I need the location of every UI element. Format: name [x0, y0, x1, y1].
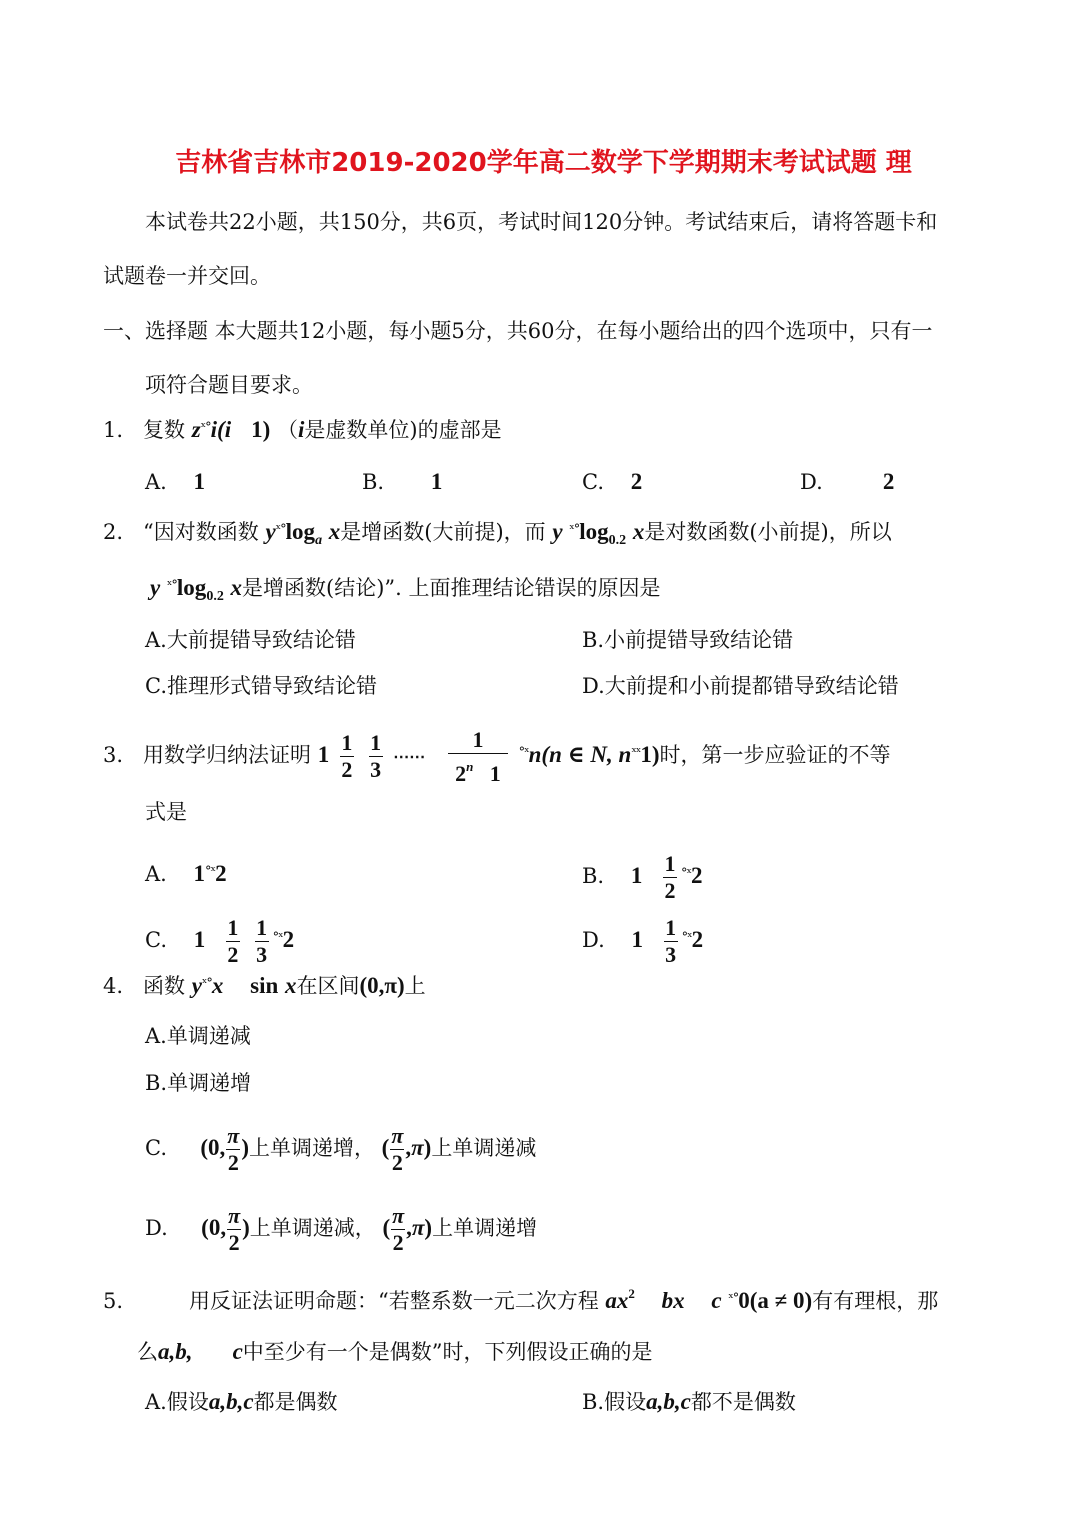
- option-text: 单调递增: [167, 1071, 252, 1095]
- option-label: B.: [582, 864, 605, 888]
- question-text-post: 上: [404, 974, 426, 998]
- option-text: 上单调递减: [431, 1136, 537, 1160]
- option-text: 单调递减: [166, 1024, 251, 1048]
- math-x: x: [632, 519, 645, 544]
- option-text: 大前提和小前提都错导致结论错: [604, 674, 899, 698]
- glyph-artifact: °ˣ: [205, 864, 216, 879]
- option-text: 都是偶数: [253, 1390, 338, 1414]
- option-c[interactable]: [145, 910, 294, 968]
- question-text-post: 是增函数(结论)”. 上面推理结论错误的原因是: [242, 576, 661, 600]
- option-label: B.: [582, 1390, 605, 1414]
- question-text-post: 是虚数单位)的虚部是: [304, 418, 502, 442]
- option-label: C.: [145, 1136, 167, 1160]
- math-base: a: [315, 533, 323, 548]
- math-x: x: [230, 575, 242, 600]
- option-c[interactable]: [145, 676, 377, 697]
- section-header-line-2: 项符合题目要求。: [145, 373, 313, 397]
- question-text: 用数学归纳法证明: [143, 743, 311, 767]
- math-expr-2: 1): [251, 417, 271, 442]
- option-label: D.: [800, 470, 823, 494]
- glyph-artifact: ˣ°: [166, 578, 177, 593]
- option-label: D.: [582, 928, 605, 952]
- option-a[interactable]: [145, 1390, 338, 1413]
- math-log: log: [176, 575, 207, 600]
- question-text-mid: 在区间: [296, 974, 360, 998]
- option-a[interactable]: [145, 1026, 251, 1047]
- question-3: [103, 724, 891, 786]
- question-5: [103, 1287, 938, 1312]
- math-condition: n(n ∈ N, n: [528, 742, 632, 767]
- option-value: 1: [193, 469, 206, 494]
- option-d[interactable]: D. (0, $\frac{\pi}{2}$ )上单调递减， ( $\frac{\pi}{2}$ ,π)上单调递增: [145, 1203, 538, 1255]
- option-b[interactable]: [582, 630, 793, 651]
- option-label: B.: [362, 470, 385, 494]
- intro-line-2: 试题卷一并交回。: [103, 264, 271, 288]
- question-number: 1.: [103, 418, 124, 442]
- fraction-third: $\frac{1}{3}$: [665, 915, 677, 967]
- math-y: y: [552, 519, 563, 544]
- math-log: log: [285, 519, 316, 544]
- glyph-artifact: ˣ°: [275, 522, 286, 537]
- question-2: [103, 520, 892, 548]
- glyph-artifact: ˣ°: [728, 1291, 739, 1306]
- question-text-mid-2: 是对数函数(小前提)，所以: [644, 520, 892, 544]
- option-b[interactable]: [582, 846, 703, 904]
- question-text-mid: 是增函数(大前提)，而: [340, 520, 546, 544]
- math-log: log: [579, 519, 609, 544]
- option-value: 2: [882, 469, 895, 494]
- option-c[interactable]: [582, 470, 642, 493]
- question-number: 5.: [103, 1289, 124, 1313]
- fraction-third: $\frac{1}{3}$: [256, 915, 268, 967]
- math-x: x: [211, 973, 224, 998]
- option-text: 推理形式错导致结论错: [167, 674, 377, 698]
- math-condition: 0(a ≠ 0): [738, 1288, 813, 1313]
- fraction-last-term: $\frac{1}{2^n 1}$: [448, 727, 508, 787]
- fraction-half: $\frac{1}{2}$: [227, 915, 239, 967]
- option-label: C.: [145, 928, 167, 952]
- question-text: 用反证法证明命题：“若整系数一元二次方程: [189, 1289, 599, 1313]
- glyph-artifact: °ˣ: [681, 866, 692, 881]
- math-y: y: [150, 575, 161, 600]
- question-text: “因对数函数: [143, 520, 259, 544]
- math-x: x: [328, 519, 341, 544]
- option-text: 假设: [604, 1390, 647, 1414]
- question-text-post: 中至少有一个是偶数”时，下列假设正确的是: [242, 1340, 653, 1364]
- question-5-line-2: [137, 1340, 653, 1363]
- option-a[interactable]: [145, 862, 227, 885]
- option-text: 小前提错导致结论错: [604, 628, 794, 652]
- option-label: D.: [582, 674, 605, 698]
- option-b[interactable]: [145, 1073, 251, 1094]
- math-x: x: [284, 973, 297, 998]
- option-label: A.: [145, 1024, 167, 1048]
- question-text-post: 时，第一步应验证的不等: [659, 743, 891, 767]
- fraction-pi-over-2: $\frac{\pi}{2}$: [392, 1203, 405, 1255]
- question-text-post: 有有理根，那: [812, 1289, 939, 1313]
- option-text: 上单调递减，: [249, 1216, 376, 1240]
- option-rhs: 2: [691, 927, 704, 952]
- question-number: 2.: [103, 520, 124, 544]
- option-rhs: 2: [215, 861, 227, 886]
- option-text: 上单调递增: [432, 1216, 538, 1240]
- option-lhs: 1: [630, 863, 643, 888]
- option-text: 假设: [166, 1390, 209, 1414]
- option-lhs: 1: [631, 927, 643, 952]
- math-abc: a,b,c: [646, 1389, 691, 1414]
- option-b[interactable]: [362, 470, 442, 493]
- option-text: 上单调递增，: [248, 1136, 375, 1160]
- math-bx: bx: [661, 1288, 685, 1313]
- option-rhs: 2: [691, 863, 703, 888]
- option-a[interactable]: [145, 630, 356, 651]
- ellipsis: ⋯⋯: [393, 749, 426, 766]
- option-c[interactable]: C. (0, $\frac{\pi}{2}$ )上单调递增， ( $\frac{\pi}{2}$ ,π)上单调递减: [145, 1123, 537, 1175]
- math-one: 1: [317, 742, 330, 767]
- section-header-line-1: 一、选择题 本大题共12小题，每小题5分，共60分，在每小题给出的四个选项中，只有一: [103, 319, 933, 343]
- question-3-line-2: 式是: [145, 800, 187, 824]
- fraction-third: $\frac{1}{3}$: [370, 730, 382, 782]
- question-2-line-2: [150, 576, 660, 604]
- math-c: c: [232, 1339, 243, 1364]
- option-label: C.: [145, 674, 167, 698]
- option-label: A.: [145, 470, 167, 494]
- page-title: 吉林省吉林市2019-2020学年高二数学下学期期末考试试题 理: [175, 148, 912, 178]
- option-label: A.: [145, 628, 167, 652]
- glyph-artifact: °ˣ: [518, 745, 529, 760]
- math-interval: (0,π): [359, 973, 405, 998]
- math-c: c: [711, 1288, 722, 1313]
- question-1: [103, 418, 502, 441]
- option-label: B.: [582, 628, 605, 652]
- math-ax: ax: [605, 1288, 629, 1313]
- fraction-half: $\frac{1}{2}$: [341, 730, 353, 782]
- glyph-artifact: ˣ°: [200, 420, 211, 435]
- math-base: 0.2: [206, 589, 224, 604]
- question-number: 3.: [103, 743, 124, 767]
- option-d[interactable]: [582, 910, 703, 968]
- option-b[interactable]: [582, 1390, 796, 1413]
- glyph-artifact: °ˣ: [272, 930, 283, 945]
- option-label: B.: [145, 1071, 168, 1095]
- math-abc: a,b,: [158, 1339, 193, 1364]
- option-text: 都不是偶数: [690, 1390, 796, 1414]
- math-y: y: [191, 973, 202, 998]
- math-expr: i(i: [210, 417, 232, 442]
- math-abc: a,b,c: [208, 1389, 254, 1414]
- question-text: 么: [137, 1340, 158, 1364]
- fraction-pi-over-2: $\frac{\pi}{2}$: [227, 1123, 240, 1175]
- option-d[interactable]: [582, 676, 899, 697]
- option-label: C.: [582, 470, 604, 494]
- glyph-artifact: ˣ°: [201, 976, 212, 991]
- question-number: 4.: [103, 974, 124, 998]
- option-rhs: 2: [282, 927, 295, 952]
- math-condition-2: 1): [640, 742, 660, 767]
- math-sin: sin: [250, 973, 279, 998]
- glyph-artifact: ˣ°: [569, 522, 580, 537]
- math-y: y: [265, 519, 276, 544]
- paren: （: [277, 418, 298, 442]
- option-value: 1: [430, 469, 443, 494]
- option-label: D.: [145, 1216, 168, 1240]
- math-z: z: [191, 417, 201, 442]
- question-4: [103, 974, 426, 997]
- option-value: 2: [630, 469, 643, 494]
- question-text: 函数: [143, 974, 185, 998]
- option-label: A.: [145, 1390, 167, 1414]
- intro-line-1: 本试卷共22小题，共150分，共6页，考试时间120分钟。考试结束后，请将答题卡和: [145, 210, 938, 234]
- fraction-half: $\frac{1}{2}$: [664, 851, 676, 903]
- option-lhs: 1: [193, 861, 206, 886]
- math-exponent: 2: [628, 1286, 635, 1301]
- option-d[interactable]: [800, 470, 894, 493]
- fraction-pi-over-2: $\frac{\pi}{2}$: [391, 1123, 404, 1175]
- option-text: 大前提错导致结论错: [166, 628, 356, 652]
- math-base: 0.2: [608, 533, 627, 548]
- option-lhs: 1: [193, 927, 206, 952]
- math-i: i: [298, 417, 305, 442]
- glyph-artifact: ˣˣ: [631, 745, 641, 760]
- fraction-pi-over-2: $\frac{\pi}{2}$: [228, 1203, 241, 1255]
- option-a[interactable]: [145, 470, 205, 493]
- question-text: 复数: [143, 418, 185, 442]
- glyph-artifact: °ˣ: [681, 930, 692, 945]
- option-label: A.: [145, 862, 167, 886]
